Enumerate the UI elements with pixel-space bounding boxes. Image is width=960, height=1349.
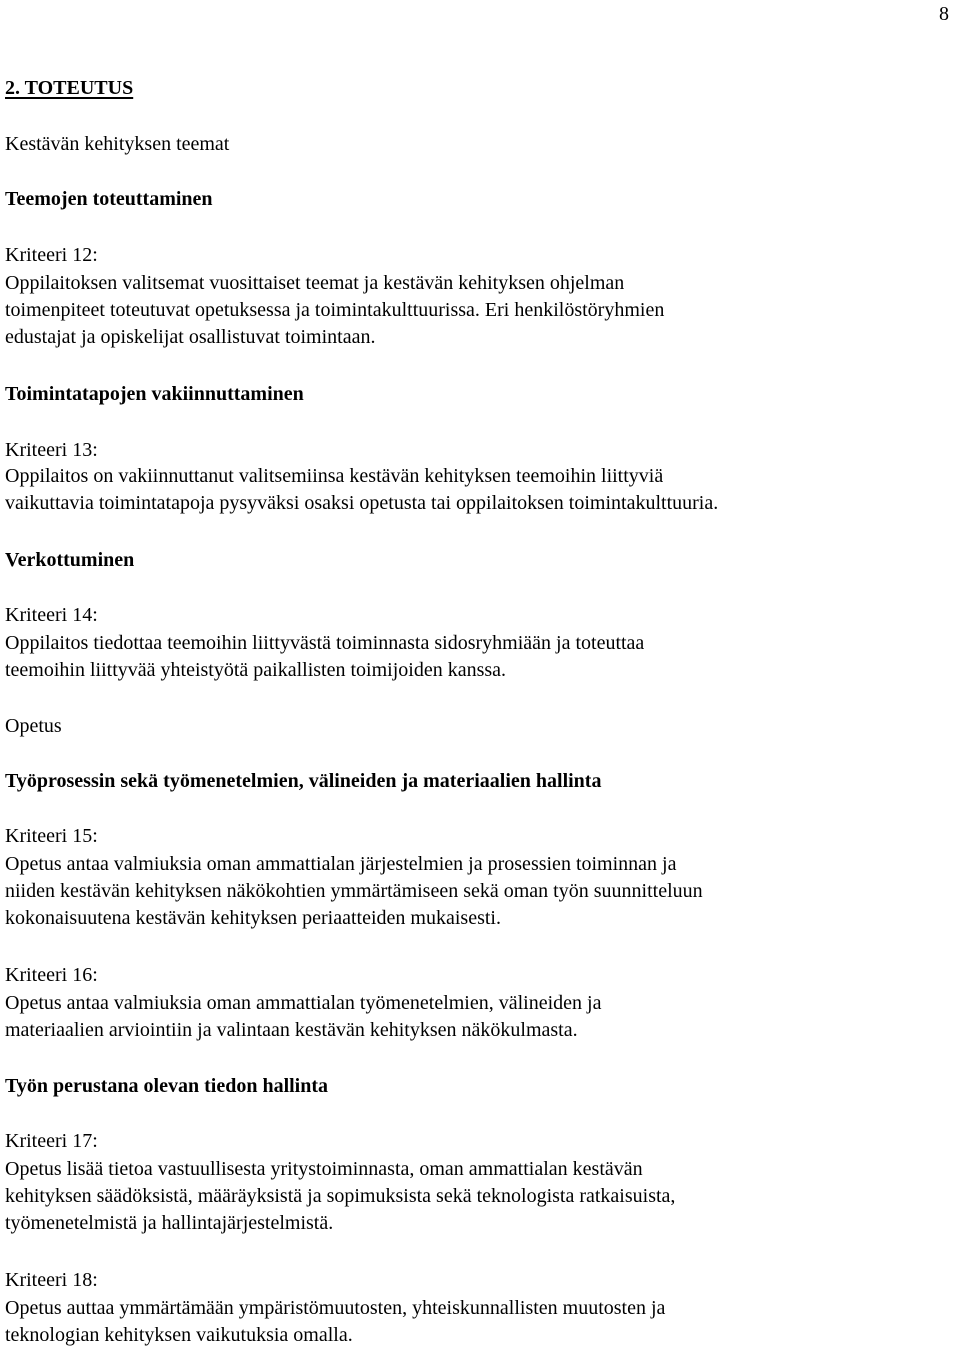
criterion-text-13 bbox=[5, 463, 718, 517]
criterion-label-13: Kriteeri 13: bbox=[5, 439, 98, 461]
section-title: 2. TOTEUTUS bbox=[5, 77, 134, 99]
paragraph-line: Opetus auttaa ymmärtämään ympäristömuutosten, yhteiskunnallisten muutosten ja bbox=[5, 1297, 666, 1319]
criterion-label-12: Kriteeri 12: bbox=[5, 244, 98, 266]
paragraph-line: toimenpiteet toteutuvat opetuksessa ja toimintakulttuurissa. Eri henkilöstöryhmien bbox=[5, 299, 665, 321]
paragraph-line: Opetus antaa valmiuksia oman ammattialan työmenetelmien, välineiden ja bbox=[5, 992, 602, 1014]
criterion-text-17 bbox=[5, 1156, 675, 1237]
paragraph-line: Opetus antaa valmiuksia oman ammattialan järjestelmien ja prosessien toiminnan ja bbox=[5, 853, 677, 875]
criterion-label-18: Kriteeri 18: bbox=[5, 1269, 98, 1291]
criterion-text-18 bbox=[5, 1295, 665, 1349]
criterion-text-12 bbox=[5, 270, 664, 351]
paragraph-line: kokonaisuutena kestävän kehityksen periaatteiden mukaisesti. bbox=[5, 907, 501, 929]
paragraph-line: teemoihin liittyvää yhteistyötä paikallisten toimijoiden kanssa. bbox=[5, 659, 507, 681]
paragraph-line: edustajat ja opiskelijat osallistuvat toimintaan. bbox=[5, 326, 376, 348]
block-heading-tiedon-hallinta: Työn perustana olevan tiedon hallinta bbox=[5, 1075, 329, 1097]
block-heading-verkottuminen: Verkottuminen bbox=[5, 549, 135, 571]
paragraph-line: Oppilaitos on vakiinnuttanut valitsemiinsa kestävän kehityksen teemoihin liittyviä bbox=[5, 465, 664, 487]
paragraph-line: niiden kestävän kehityksen näkökohtien ymmärtämiseen sekä oman työn suunnitteluun bbox=[5, 880, 703, 902]
criterion-label-17: Kriteeri 17: bbox=[5, 1130, 98, 1152]
theme-heading: Kestävän kehityksen teemat bbox=[5, 133, 230, 155]
criterion-label-15: Kriteeri 15: bbox=[5, 825, 98, 847]
paragraph-line: Oppilaitos tiedottaa teemoihin liittyvästä toiminnasta sidosryhmiään ja toteuttaa bbox=[5, 632, 645, 654]
criterion-text-15 bbox=[5, 851, 703, 932]
block-heading-toimintatapojen: Toimintatapojen vakiinnuttaminen bbox=[5, 383, 304, 405]
teaching-heading: Opetus bbox=[5, 715, 62, 737]
criterion-text-14 bbox=[5, 630, 644, 684]
paragraph-line: työmenetelmistä ja hallintajärjestelmistä. bbox=[5, 1212, 334, 1234]
criterion-text-16 bbox=[5, 990, 601, 1044]
criterion-label-14: Kriteeri 14: bbox=[5, 604, 98, 626]
paragraph-line: kehityksen säädöksistä, määräyksistä ja sopimuksista sekä teknologista ratkaisuista, bbox=[5, 1185, 676, 1207]
block-heading-teemojen: Teemojen toteuttaminen bbox=[5, 188, 213, 210]
paragraph-line: materiaalien arviointiin ja valintaan kestävän kehityksen näkökulmasta. bbox=[5, 1019, 578, 1041]
paragraph-line: vaikuttavia toimintatapoja pysyväksi osaksi opetusta tai oppilaitoksen toimintakulttuuria. bbox=[5, 492, 719, 514]
paragraph-line: Opetus lisää tietoa vastuullisesta yritystoiminnasta, oman ammattialan kestävän bbox=[5, 1158, 643, 1180]
block-heading-tyoprosessin: Työprosessin sekä työmenetelmien, välineiden ja materiaalien hallinta bbox=[5, 770, 602, 792]
page-number: 8 bbox=[939, 3, 949, 25]
paragraph-line: teknologian kehityksen vaikutuksia omalla. bbox=[5, 1324, 353, 1346]
criterion-label-16: Kriteeri 16: bbox=[5, 964, 98, 986]
paragraph-line: Oppilaitoksen valitsemat vuosittaiset teemat ja kestävän kehityksen ohjelman bbox=[5, 272, 625, 294]
